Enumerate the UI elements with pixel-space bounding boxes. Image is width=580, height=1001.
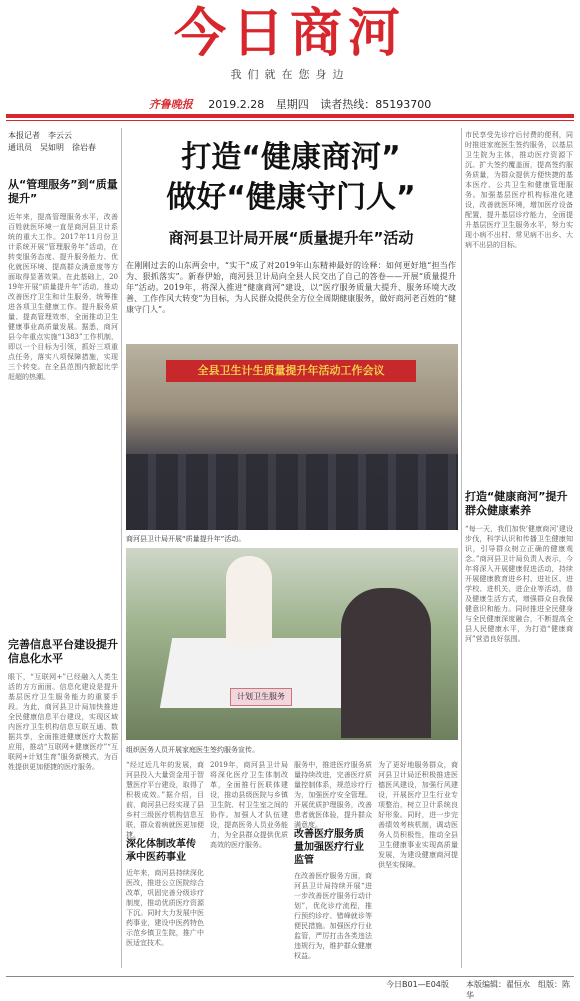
subhead-management: 从“管理服务”到“质量提升” <box>8 178 118 205</box>
headline-line2: 做好“健康守门人” <box>166 180 416 215</box>
subhead-info-platform: 完善信息平台建设提升信息化水平 <box>8 638 118 665</box>
desk-sign: 计划卫生服务 <box>230 688 292 706</box>
right-body-2: “每一天，我们加快‘健康商河’建设步伐，科学认识和传播卫生健康知识，引导群众树立正确的健康观念。”商河县卫计局负责人表示，今年将深入开展健康促进活动，持续开展健康教育进乡村、进社区、进学校、进机关、进企业等活动，普及健康生活方式，增强群众自我保健意识和能力。同时推进全民健身与全民健康深度融合，不断提高全县人民健康水平，为打造“健康商河”营造良好氛围。 <box>465 525 573 643</box>
bottom-a-body: “经过近几年的发展，商河县投入大量资金用于智慧医疗平台建设，取得了积极成效。”据介绍，目前，商河县已经实现了县乡村三级医疗机构信息互联，群众看病就医更加便捷。 <box>126 761 204 839</box>
bottom-col-a <box>126 760 204 968</box>
masthead-slogan: 我们就在您身边 <box>230 68 350 81</box>
bottom-col-b <box>210 760 288 965</box>
issue-weekday: 星期四 <box>275 98 309 111</box>
left-body-2: 眼下，“互联网+”已经融入人类生活的方方面面。信息化建设是提升基层医疗卫生服务能力的重要手段。为此，商河县卫计局加快推进全民健康信息平台建设，实现区域内医疗卫生机构信息互联互通、数据共享，全面推进健康医疗大数据应用，推动“互联网+健康医疗”“互联网+计划生育”服务新模式，为百姓提供更加便捷的医疗服务。 <box>8 673 118 771</box>
left-body-1: 近年来，提高管理服务水平，改善百姓就医环境一直是商河县卫计系统的重大工作。2017年11月份卫计系统开展“管理服务年”活动，在转变服务态度、提升服务能力、优化就医环境、提高群众满意度等方面取得显著效果。在此基础上，2019年开展“质量提升年”活动，推动改善医疗卫生和计生服务，统筹推进各项卫生健康工作。提升服务质量、提高管理效率，全面推动卫生健康事业高质量发展。据悉，商河县今年重点实施“1383”工作机制，即以一个目标为引领，抓好三项重点任务，落实八项保障措施，实现三个转变。在全县范围内掀起比学赶超的热潮。 <box>8 213 118 381</box>
right-column <box>465 130 573 949</box>
reader-hotline: 读者热线：85193700 <box>320 98 432 111</box>
left-column <box>8 178 118 972</box>
right-body-1: 市民享受先诊疗后付费的便利，同时推进家庭医生签约服务，以基层卫生院为主体，推动医疗资源下沉。扩大签约覆盖面，提高签约服务质量，为群众提供方便快捷的基本医疗、公共卫生和健康管理服务。加强基层医疗机构标准化建设，改善就医环境，增加医疗设备配置，提升基层诊疗能力，全面提升基层医疗卫生服务水平，努力实现小病不出村、常见病不出乡、大病不出县的目标。 <box>465 131 573 249</box>
meeting-photo <box>126 344 458 530</box>
footer-editor: 本版编辑：翟恒水 组版：陈华 <box>466 980 570 1000</box>
meeting-banner: 全县卫生计生质量提升年活动工作会议 <box>166 360 416 382</box>
footer-pages: 今日B01—E04版 <box>386 980 449 989</box>
masthead-title: 今日商河 <box>173 4 406 64</box>
bottom-c-body: 服务中，推进医疗服务质量持续改进，完善医疗质量控制体系，规范诊疗行为，加强医疗安全管理。开展优质护理服务，改善患者就医体验，提升群众满意度。 <box>294 761 372 829</box>
headline-subtitle: 商河县卫计局开展“质量提升年”活动 <box>168 229 414 247</box>
subhead-healthy-shanghe: 打造“健康商河”提升群众健康素养 <box>465 490 568 517</box>
subhead-tcm: 深化体制改革传承中医药事业 <box>126 839 196 863</box>
masthead-rule <box>6 114 574 118</box>
audience-rows <box>126 454 458 530</box>
issue-date: 2019.2.28 <box>208 98 265 111</box>
column-divider-right <box>461 128 462 968</box>
doctor-figure <box>226 556 272 646</box>
byline-reporter: 本报记者 李云云 <box>8 131 72 140</box>
byline <box>8 130 118 154</box>
subhead-regulation: 改善医疗服务质量加强医疗行业监管 <box>294 829 364 866</box>
elderly-person <box>341 588 431 738</box>
bottom-c-body-2: 在改善医疗服务方面，商河县卫计局持续开展“进一步改善医疗服务行动计划”，优化诊疗流程，推行预约诊疗、错峰就诊等便民措施。加强医疗行业监管，严厉打击各类违法违规行为，维护群众健康权益。 <box>294 872 372 960</box>
byline-correspondent: 通讯员 吴如明 徐岩春 <box>8 143 96 152</box>
bottom-col-c <box>294 760 372 971</box>
masthead-info <box>0 96 580 112</box>
headline-line1: 打造“健康商河” <box>181 140 401 175</box>
meeting-photo-caption: 商河县卫计局开展“质量提升年”活动。 <box>126 535 246 543</box>
lead-paragraph: 在刚刚过去的山东两会中，“实干”成了对2019年山东精神最好的诠释：如何更好地“担当作为、狠抓落实”。新春伊始，商河县卫计局向全县人民交出了自己的答卷——开展“质量提升年”活动。2019年，将深入推进“健康商河”建设，以“医疗服务质量大提升、服务环境大改善、工作作风大转变”为目标，为人民群众提供全方位全周期健康服务，做好商河老百姓的“健康守门人”。 <box>126 261 456 314</box>
column-divider-left <box>121 128 122 968</box>
bottom-d-body: 为了更好地服务群众，商河县卫计局还积极推进医德医风建设，加强行风建设，开展医疗卫生行业专项整治，树立卫计系统良好形象。同时，进一步完善绩效考核机制，调动医务人员积极性，推动全县卫生健康事业实现高质量发展，为建设健康商河提供坚实保障。 <box>378 761 458 869</box>
service-photo <box>126 548 458 740</box>
paper-name: 齐鲁晚报 <box>148 98 193 111</box>
page-footer <box>6 976 574 1000</box>
bottom-b-body: 2019年，商河县卫计局将深化医疗卫生体制改革，全面推行医联体建设，推动县级医院与乡镇卫生院、村卫生室之间的协作。加强人才队伍建设，提高医务人员业务能力，为全县群众提供优质高效的医疗服务。 <box>210 761 288 849</box>
service-photo-caption: 组织医务人员开展家庭医生签约服务宣传。 <box>126 746 259 754</box>
bottom-a-body-2: 近年来，商河县持续深化医改，推进公立医院综合改革，巩固完善分级诊疗制度，推动优质医疗资源下沉。同时大力发展中医药事业，建设中医药特色示范乡镇卫生院，推广中医适宜技术。 <box>126 869 204 947</box>
masthead-rule-thin <box>6 120 574 121</box>
bottom-col-d <box>378 760 458 965</box>
